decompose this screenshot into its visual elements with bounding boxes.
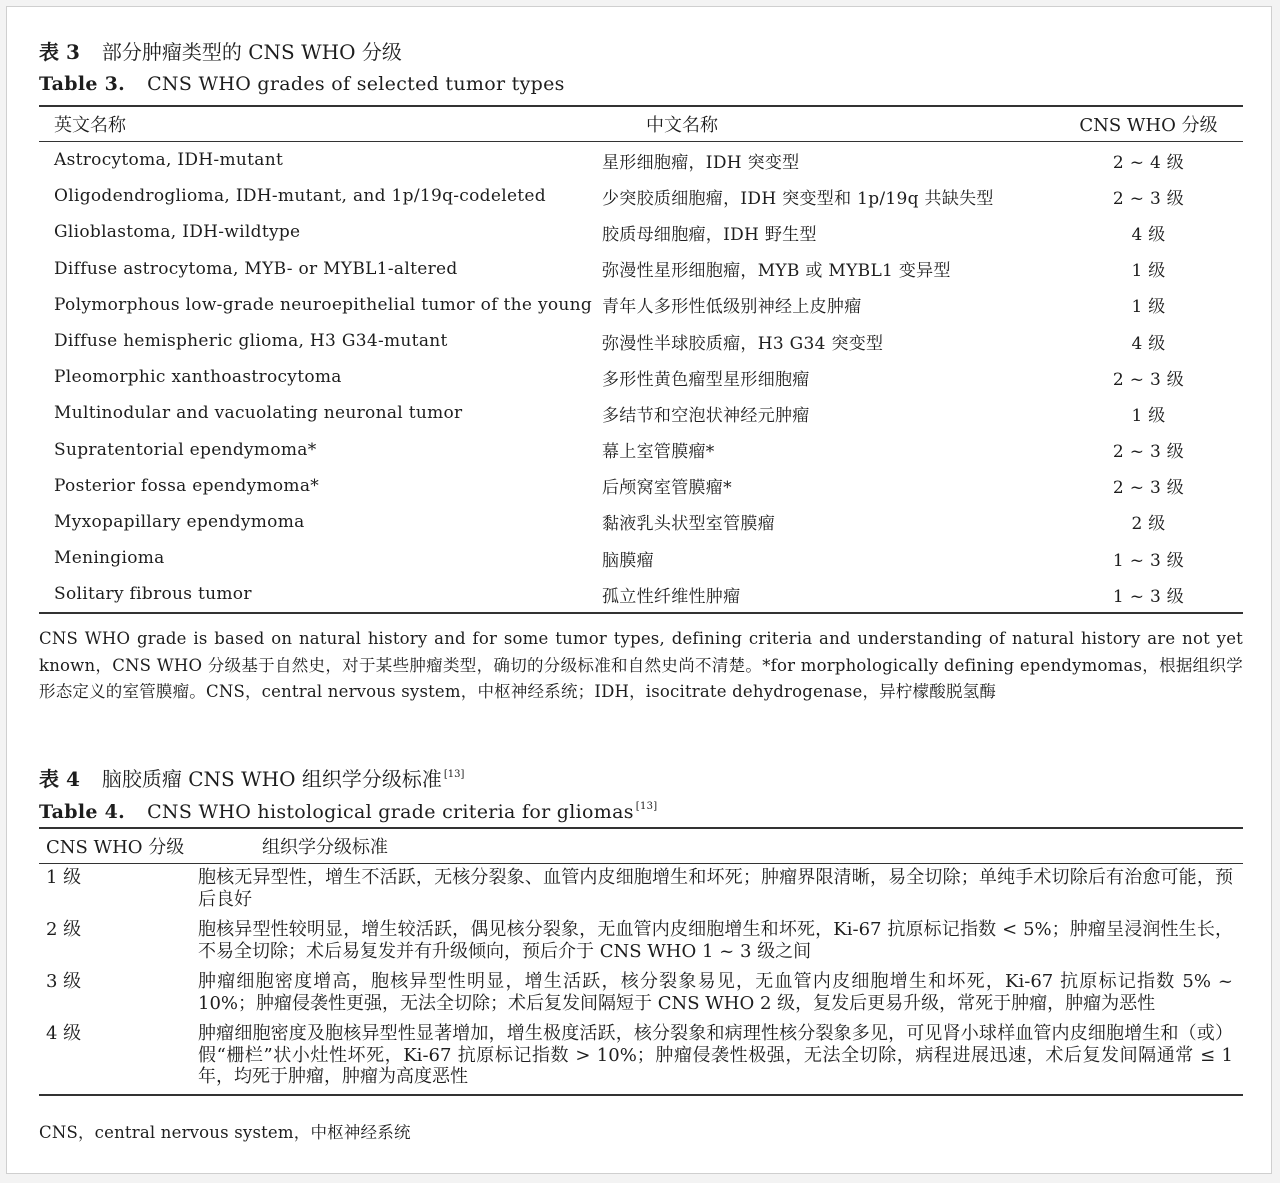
table3-cell-chinese: 幕上室管膜瘤* xyxy=(602,442,715,463)
table3-cell-grade: 4 级 xyxy=(1131,224,1166,245)
table4-row xyxy=(39,916,1243,968)
table3-cell-chinese: 少突胶质细胞瘤，IDH 突变型和 1p/19q 共缺失型 xyxy=(602,188,994,209)
table3-footnote: CNS WHO grade is based on natural history and for some tumor types, defining criteria and understanding of natural history are not yet known，CNS WHO 分级基于自然史，对于某些肿瘤类型，确切的分级标准和自然史尚不清楚。*for morphologically defining ependymomas，根据组织学形态定义的室管膜瘤。CNS，central nervous system，中枢神经系统；IDH，isocitrate dehydrogenase，异柠檬酸脱氢酶 xyxy=(39,629,1243,701)
table4-header-criteria: 组织学分级标准 xyxy=(198,828,1243,864)
table4-caption-en xyxy=(39,794,1243,825)
table3-cell-chinese: 星形细胞瘤，IDH 突变型 xyxy=(602,152,800,173)
table3-cell-grade: 2 ~ 4 级 xyxy=(1112,152,1185,173)
table3-header-english: 英文名称 xyxy=(39,106,594,142)
table3-cell-grade: 1 ~ 3 级 xyxy=(1112,550,1185,571)
table4-ref-en: [13] xyxy=(635,801,658,812)
table3 xyxy=(39,105,1243,614)
table3-cell-chinese: 脑膜瘤 xyxy=(602,550,654,571)
table3-caption-en xyxy=(39,71,1243,97)
table3-row xyxy=(39,432,1243,468)
table3-cell-english: Diffuse hemispheric glioma, H3 G34-mutant xyxy=(54,331,448,352)
table3-cell-grade: 1 级 xyxy=(1131,297,1166,318)
table4-caption-cn xyxy=(39,762,1243,792)
table4-title-cn: 脑胶质瘤 CNS WHO 组织学分级标准 xyxy=(101,767,442,791)
table4-cell-grade: 3 级 xyxy=(46,971,82,992)
table3-cell-grade: 1 级 xyxy=(1131,405,1166,426)
table4-row xyxy=(39,864,1243,917)
table3-row xyxy=(39,214,1243,250)
table3-cell-english: Supratentorial ependymoma* xyxy=(54,439,317,460)
table4-footnote: CNS，central nervous system，中枢神经系统 xyxy=(39,1123,411,1142)
table3-cell-grade: 2 ~ 3 级 xyxy=(1112,442,1185,463)
table3-cell-english: Posterior fossa ependymoma* xyxy=(54,475,320,496)
table3-header-grade: CNS WHO 分级 xyxy=(1054,106,1243,142)
table3-title-en: CNS WHO grades of selected tumor types xyxy=(147,73,565,95)
table3-cell-chinese: 后颅窝室管膜瘤* xyxy=(602,478,732,499)
table4-label-cn: 表 4 xyxy=(39,767,80,791)
table3-cell-english: Astrocytoma, IDH-mutant xyxy=(54,150,284,171)
table3-row xyxy=(39,287,1243,323)
table3-title-cn: 部分肿瘤类型的 CNS WHO 分级 xyxy=(101,40,402,64)
table3-header-chinese: 中文名称 xyxy=(594,106,1054,142)
table3-cell-grade: 4 级 xyxy=(1131,333,1166,354)
table4 xyxy=(39,827,1243,1096)
table3-row xyxy=(39,395,1243,431)
table3-row xyxy=(39,468,1243,504)
table3-cell-grade: 1 ~ 3 级 xyxy=(1112,586,1185,607)
table3-row xyxy=(39,540,1243,576)
table4-cell-criteria: 胞核无异型性，增生不活跃，无核分裂象、血管内皮细胞增生和坏死；肿瘤界限清晰，易全切除；单纯手术切除后有治愈可能，预后良好 xyxy=(198,867,1233,910)
table4-cell-criteria: 肿瘤细胞密度增高，胞核异型性明显，增生活跃，核分裂象易见，无血管内皮细胞增生和坏死，Ki-67 抗原标记指数 5% ~ 10%；肿瘤侵袭性更强，无法全切除；术后复发间隔短于 CNS WHO 2 级，复发后更易升级，常死于肿瘤，肿瘤为恶性 xyxy=(198,971,1233,1014)
table3-cell-chinese: 多结节和空泡状神经元肿瘤 xyxy=(602,405,810,426)
table3-caption-cn xyxy=(39,39,1243,65)
table4-title-en: CNS WHO histological grade criteria for gliomas xyxy=(147,801,634,823)
table4-label-en: Table 4. xyxy=(39,801,126,823)
table3-cell-grade: 2 ~ 3 级 xyxy=(1112,188,1185,209)
table3-cell-grade: 1 级 xyxy=(1131,261,1166,282)
table3-row xyxy=(39,359,1243,395)
table4-cell-criteria: 肿瘤细胞密度及胞核异型性显著增加，增生极度活跃，核分裂象和病理性核分裂象多见，可见肾小球样血管内皮细胞增生和（或）假“栅栏”状小灶性坏死，Ki-67 抗原标记指数 > 10%；肿瘤侵袭性极强，无法全切除，病程进展迅速，术后复发间隔通常 ≤ 1 年，均死于肿瘤，肿瘤为高度恶性 xyxy=(198,1023,1233,1087)
table3-cell-english: Polymorphous low-grade neuroepithelial tumor of the young xyxy=(54,294,593,315)
table4-cell-grade: 2 级 xyxy=(46,919,82,940)
table3-label-cn: 表 3 xyxy=(39,40,80,64)
table4-row xyxy=(39,1020,1243,1095)
table4-header-grade: CNS WHO 分级 xyxy=(39,828,198,864)
table3-row xyxy=(39,251,1243,287)
table3-row xyxy=(39,323,1243,359)
table4-body xyxy=(39,864,1243,1095)
table3-cell-english: Solitary fibrous tumor xyxy=(54,584,252,605)
table3-cell-grade: 2 ~ 3 级 xyxy=(1112,369,1185,390)
table3-cell-english: Meningioma xyxy=(54,548,165,569)
table3-cell-chinese: 弥漫性星形细胞瘤，MYB 或 MYBL1 变异型 xyxy=(602,261,951,282)
table3-row xyxy=(39,504,1243,540)
table3-cell-chinese: 胶质母细胞瘤，IDH 野生型 xyxy=(602,224,817,245)
table3-cell-english: Oligodendroglioma, IDH-mutant, and 1p/19q-codeleted xyxy=(54,186,546,207)
table4-row xyxy=(39,968,1243,1020)
table3-label-en: Table 3. xyxy=(39,73,126,95)
table3-cell-chinese: 多形性黄色瘤型星形细胞瘤 xyxy=(602,369,810,390)
table3-cell-chinese: 黏液乳头状型室管膜瘤 xyxy=(602,514,775,535)
table3-row xyxy=(39,178,1243,214)
table3-cell-english: Glioblastoma, IDH-wildtype xyxy=(54,222,301,243)
table4-cell-criteria: 胞核异型性较明显，增生较活跃，偶见核分裂象，无血管内皮细胞增生和坏死，Ki-67 抗原标记指数 < 5%；肿瘤呈浸润性生长，不易全切除；术后易复发并有升级倾向，预后介于 CNS WHO 1 ~ 3 级之间 xyxy=(198,919,1233,962)
table3-cell-english: Pleomorphic xanthoastrocytoma xyxy=(54,367,342,388)
table3-body xyxy=(39,142,1243,614)
page xyxy=(6,6,1272,1174)
table3-cell-english: Diffuse astrocytoma, MYB- or MYBL1-altered xyxy=(54,258,458,279)
table3-cell-grade: 2 级 xyxy=(1131,514,1166,535)
table3-cell-english: Myxopapillary ependymoma xyxy=(54,511,305,532)
table3-row xyxy=(39,576,1243,613)
table4-cell-grade: 4 级 xyxy=(46,1023,82,1044)
table3-header-row xyxy=(39,106,1243,142)
table3-cell-grade: 2 ~ 3 级 xyxy=(1112,478,1185,499)
table3-cell-chinese: 青年人多形性低级别神经上皮肿瘤 xyxy=(602,297,862,318)
table4-header-row xyxy=(39,828,1243,864)
table4-cell-grade: 1 级 xyxy=(46,867,82,888)
table3-row xyxy=(39,142,1243,179)
table3-cell-chinese: 弥漫性半球胶质瘤，H3 G34 突变型 xyxy=(602,333,884,354)
table3-cell-chinese: 孤立性纤维性肿瘤 xyxy=(602,586,741,607)
table4-ref-cn: [13] xyxy=(443,769,465,780)
table3-cell-english: Multinodular and vacuolating neuronal tumor xyxy=(54,403,463,424)
